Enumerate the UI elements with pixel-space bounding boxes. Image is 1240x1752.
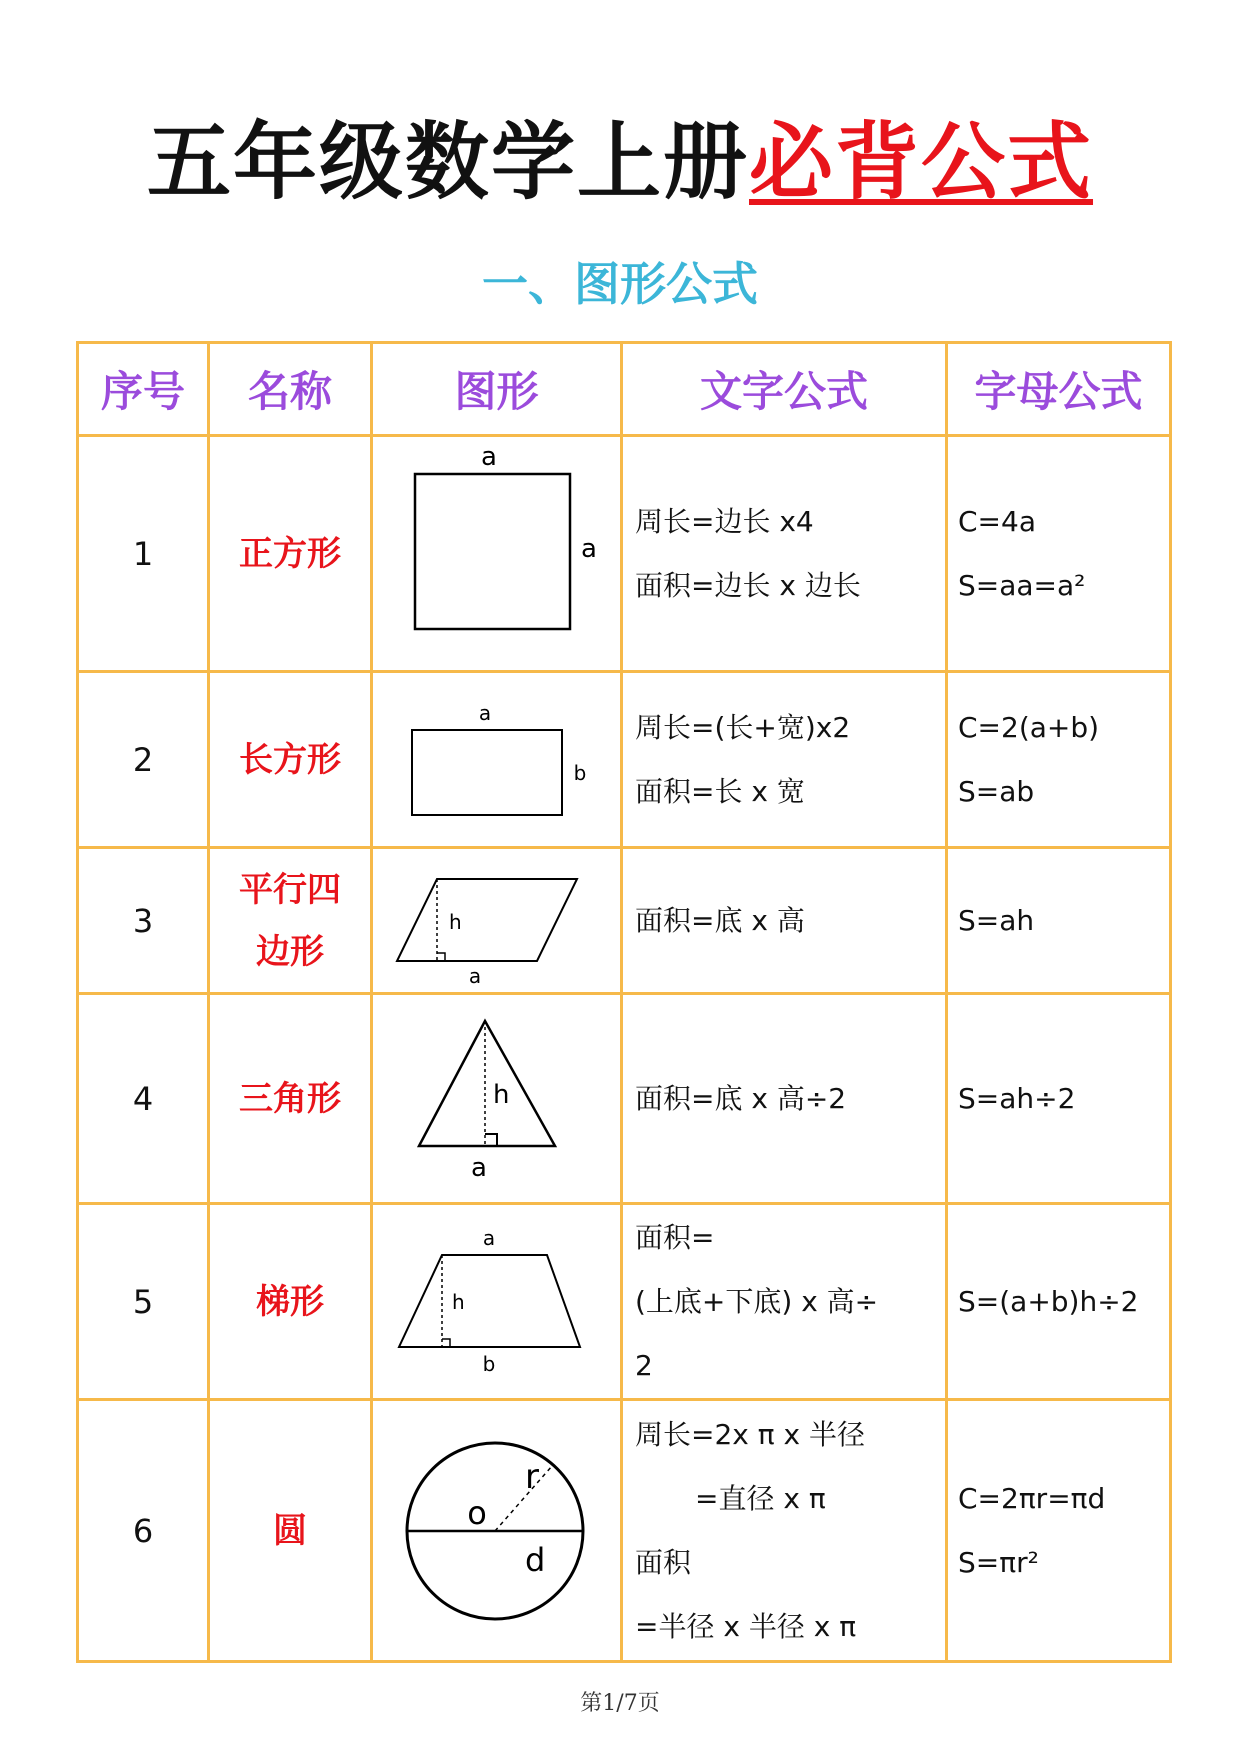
label-side: a [580, 533, 597, 564]
label-base: a [470, 1153, 487, 1183]
page-number: 第1/7页 [580, 1691, 660, 1716]
header-letter-formula: 字母公式 [947, 343, 1171, 436]
label-height: h [451, 1289, 465, 1314]
square-figure [372, 436, 622, 672]
row-number: 6 [78, 1400, 209, 1662]
rectangle-diagram [377, 680, 617, 840]
row-number: 3 [78, 848, 209, 994]
label-height: h [492, 1080, 509, 1110]
letter-formula: C=2πr=πd S=πr² [947, 1400, 1171, 1662]
shape-name: 长方形 [209, 672, 372, 848]
trapezoid-diagram [377, 1207, 617, 1397]
row-number: 2 [78, 672, 209, 848]
formula-table [76, 341, 1172, 1663]
header-name: 名称 [209, 343, 372, 436]
parallelogram-figure [372, 848, 622, 994]
table-row [78, 672, 1171, 848]
row-number: 4 [78, 994, 209, 1204]
label-base: b [482, 1351, 495, 1376]
row-number: 5 [78, 1204, 209, 1400]
circle-figure [372, 1400, 622, 1662]
header-index: 序号 [78, 343, 209, 436]
header-text-formula: 文字公式 [622, 343, 947, 436]
letter-formula: S=ah [947, 848, 1171, 994]
label-top: a [480, 441, 497, 472]
text-formula: 面积=底 x 高÷2 [622, 994, 947, 1204]
triangle-diagram [377, 996, 617, 1201]
title-main: 五年级数学上册 [146, 113, 749, 211]
table-row [78, 994, 1171, 1204]
label-height: h [448, 909, 462, 934]
label-center: o [466, 1493, 487, 1532]
text-formula: 周长=边长 x4 面积=边长 x 边长 [622, 436, 947, 672]
label-radius: r [524, 1456, 539, 1497]
table-row [78, 1400, 1171, 1662]
shape-name: 梯形 [209, 1204, 372, 1400]
table-row [78, 436, 1171, 672]
text-formula: 面积= (上底+下底) x 高÷ 2 [622, 1204, 947, 1400]
header-shape: 图形 [372, 343, 622, 436]
shape-name: 三角形 [209, 994, 372, 1204]
label-side: b [573, 760, 586, 785]
label-base: a [468, 963, 481, 988]
circle-diagram [377, 1406, 617, 1656]
text-formula: 面积=底 x 高 [622, 848, 947, 994]
triangle-figure [372, 994, 622, 1204]
square-diagram [377, 439, 617, 669]
letter-formula: S=ah÷2 [947, 994, 1171, 1204]
letter-formula: C=2(a+b) S=ab [947, 672, 1171, 848]
label-diameter: d [524, 1540, 545, 1579]
shape-name: 平行四 边形 [209, 848, 372, 994]
label-top: a [482, 1225, 495, 1250]
text-formula: 周长=(长+宽)x2 面积=长 x 宽 [622, 672, 947, 848]
trapezoid-figure [372, 1204, 622, 1400]
title-highlight: 必背公式 [749, 113, 1094, 211]
letter-formula: S=(a+b)h÷2 [947, 1204, 1171, 1400]
table-header-row [78, 343, 1171, 436]
rectangle-figure [372, 672, 622, 848]
shape-name: 正方形 [209, 436, 372, 672]
shape-name: 圆 [209, 1400, 372, 1662]
section-heading: 一、图形公式 [482, 257, 758, 311]
page-title [0, 112, 1240, 212]
text-formula: 周长=2x π x 半径 =直径 x π 面积 =半径 x 半径 x π [622, 1400, 947, 1662]
table-row [78, 848, 1171, 994]
parallelogram-diagram [377, 851, 617, 991]
letter-formula: C=4a S=aa=a² [947, 436, 1171, 672]
table-row [78, 1204, 1171, 1400]
label-top: a [478, 700, 491, 725]
row-number: 1 [78, 436, 209, 672]
